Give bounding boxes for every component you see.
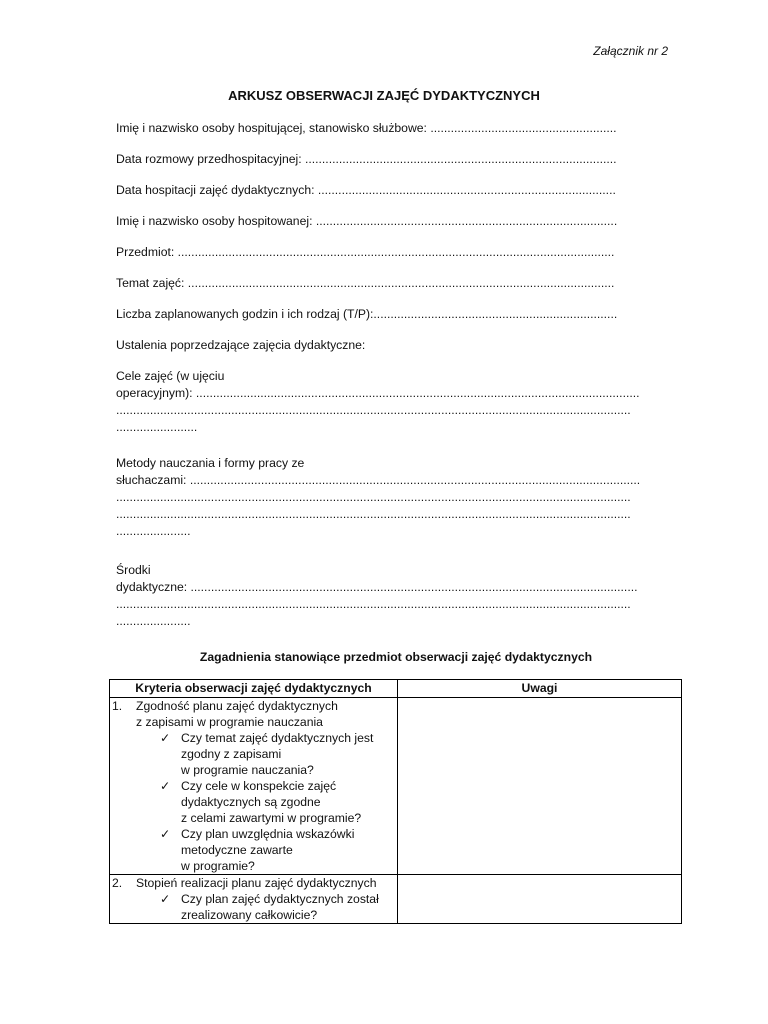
- question-item: [110, 891, 397, 923]
- means-section: [116, 562, 678, 630]
- goals-section: [116, 368, 678, 436]
- question-line: zgodny z zapisami: [181, 747, 282, 761]
- methods-line: ......................: [116, 524, 191, 538]
- goals-line: operacyjnym): ...................................................................................................................................: [116, 386, 640, 400]
- goals-line: ........................................................................................................................................................: [116, 403, 631, 417]
- goals-line: Cele zajęć (w ujęciu: [116, 369, 225, 383]
- remarks-cell[interactable]: [398, 875, 682, 924]
- criteria-cell: [110, 875, 398, 924]
- question-line: Czy plan zajęć dydaktycznych został: [181, 892, 379, 906]
- field-topic: Temat zajęć: ..............................................................................................................................: [116, 276, 615, 290]
- question-line: w programie nauczania?: [181, 763, 314, 777]
- field-inspector-name: Imię i nazwisko osoby hospitującej, stanowisko służbowe: .......................................................: [116, 121, 617, 135]
- table-header-row: [110, 680, 682, 698]
- field-inspection-date: Data hospitacji zajęć dydaktycznych: ........................................................................................: [116, 183, 616, 197]
- criteria-subtitle: Zagadnienia stanowiące przedmiot obserwacji zajęć dydaktycznych: [199, 650, 593, 664]
- means-line: dydaktyczne: ....................................................................................................................................: [116, 580, 638, 594]
- row-number: 2.: [112, 876, 123, 890]
- methods-section: [116, 455, 678, 540]
- goals-line: ........................: [116, 420, 198, 434]
- question-line: dydaktycznych są zgodne: [181, 795, 321, 809]
- methods-line: Metody nauczania i formy pracy ze: [116, 456, 305, 470]
- question-line: Czy plan uwzględnia wskazówki: [181, 827, 355, 841]
- question-line: Czy cele w konspekcie zajęć: [181, 779, 337, 793]
- field-inspected-person: Imię i nazwisko osoby hospitowanej: .........................................................................................: [116, 214, 618, 228]
- field-prior-arrangements: Ustalenia poprzedzające zajęcia dydaktyczne:: [116, 338, 366, 352]
- remarks-cell[interactable]: [398, 698, 682, 875]
- annex-label: Załącznik nr 2: [593, 44, 668, 58]
- row-number: 1.: [112, 699, 123, 713]
- means-line: ......................: [116, 614, 191, 628]
- field-subject: Przedmiot: .................................................................................................................................: [116, 245, 615, 259]
- header-remarks: Uwagi: [398, 680, 682, 698]
- methods-line: słuchaczami: .....................................................................................................................................: [116, 473, 641, 487]
- checkmark-icon: ✓: [160, 731, 171, 745]
- field-pre-inspection-date: Data rozmowy przedhospitacyjnej: ............................................................................................: [116, 152, 617, 166]
- methods-line: ........................................................................................................................................................: [116, 507, 631, 521]
- question-item: [110, 826, 397, 874]
- document-title: ARKUSZ OBSERWACJI ZAJĘĆ DYDAKTYCZNYCH: [228, 88, 540, 103]
- checkmark-icon: ✓: [160, 892, 171, 906]
- question-line: z celami zawartymi w programie?: [181, 811, 362, 825]
- header-criteria: Kryteria obserwacji zajęć dydaktycznych: [110, 680, 398, 698]
- question-line: Czy temat zajęć dydaktycznych jest: [181, 731, 374, 745]
- table-row: [110, 875, 682, 924]
- table-row: [110, 698, 682, 875]
- criteria-table: [109, 679, 682, 924]
- means-line: ........................................................................................................................................................: [116, 597, 631, 611]
- checkmark-icon: ✓: [160, 827, 171, 841]
- question-item: [110, 778, 397, 826]
- question-line: metodyczne zawarte: [181, 843, 293, 857]
- question-item: [110, 730, 397, 778]
- means-line: Środki: [116, 563, 151, 577]
- methods-line: ........................................................................................................................................................: [116, 490, 631, 504]
- question-line: w programie?: [181, 859, 255, 873]
- field-planned-hours: Liczba zaplanowanych godzin i ich rodzaj (T/P):........................................................................: [116, 307, 618, 321]
- criterion-title: Stopień realizacji planu zajęć dydaktycznych: [136, 876, 377, 890]
- criteria-cell: [110, 698, 398, 875]
- criterion-title: Zgodność planu zajęć dydaktycznych: [136, 699, 338, 713]
- question-line: zrealizowany całkowicie?: [181, 908, 318, 922]
- checkmark-icon: ✓: [160, 779, 171, 793]
- criterion-title-cont: z zapisami w programie nauczania: [136, 715, 323, 729]
